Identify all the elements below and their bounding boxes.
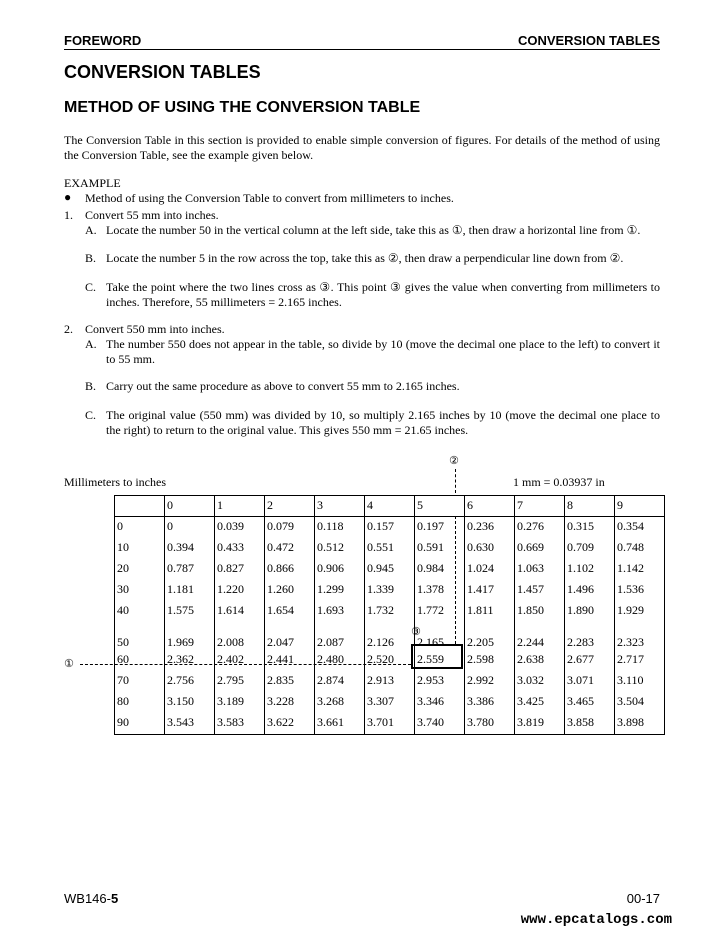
column-header: 8: [565, 496, 615, 517]
table-cell: 1.772: [415, 601, 465, 622]
table-cell: 1.063: [515, 559, 565, 580]
column-header: 6: [465, 496, 515, 517]
marker-1: ①: [64, 657, 74, 670]
table-cell: 0.984: [415, 559, 465, 580]
step-text: Convert 550 mm into inches.: [85, 322, 225, 336]
example-label: EXAMPLE: [64, 176, 121, 190]
table-cell: 3.425: [515, 692, 565, 713]
table-cell: 0.669: [515, 538, 565, 559]
row-header: 80: [115, 692, 165, 713]
step-item-text: Locate the number 5 in the row across the top, take this as ②, then draw a perpendicular line down from ②.: [106, 251, 624, 265]
table-cell: 0.197: [415, 517, 465, 539]
table-cell: 3.465: [565, 692, 615, 713]
table-header-row: [115, 496, 665, 517]
table-cell: 3.819: [515, 713, 565, 735]
step-item-letter: A.: [85, 223, 97, 237]
table-cell: 3.543: [165, 713, 215, 735]
step-text: Convert 55 mm into inches.: [85, 208, 219, 222]
row-header: 60: [115, 650, 165, 671]
table-cell: 2.717: [615, 650, 665, 671]
table-cell: 0.512: [315, 538, 365, 559]
column-header: 7: [515, 496, 565, 517]
intro-paragraph: The Conversion Table in this section is provided to enable simple conversion of figures. For details of the method of using the Conversion Table, see the example given below.: [64, 133, 660, 162]
table-cell: 1.811: [465, 601, 515, 622]
table-cell: 0.787: [165, 559, 215, 580]
table-cell: 0.394: [165, 538, 215, 559]
table-caption: Millimeters to inches: [64, 475, 166, 489]
row-header: 90: [115, 713, 165, 735]
table-cell: 2.835: [265, 671, 315, 692]
page-title: CONVERSION TABLES: [64, 62, 261, 82]
step-item-text: The original value (550 mm) was divided by 10, so multiply 2.165 inches by 10 (move the decimal one place to the right) to return to the original value. This gives 550 mm = 21.65 inches.: [106, 408, 660, 437]
table-cell: 2.283: [565, 622, 615, 650]
table-row: [115, 671, 665, 692]
table-cell: 3.858: [565, 713, 615, 735]
column-header: 9: [615, 496, 665, 517]
table-cell: 2.559: [415, 650, 465, 671]
table-cell: 1.417: [465, 580, 515, 601]
row-header: 70: [115, 671, 165, 692]
table-cell: 2.756: [165, 671, 215, 692]
step-number: 2.: [64, 322, 73, 336]
table-cell: 2.047: [265, 622, 315, 650]
step-item-text: Locate the number 50 in the vertical column at the left side, take this as ①, then draw a horizontal line from ①.: [106, 223, 641, 237]
table-cell: 0.472: [265, 538, 315, 559]
table-cell: 3.268: [315, 692, 365, 713]
table-cell: 1.654: [265, 601, 315, 622]
watermark-text: www.epcatalogs.com: [520, 912, 672, 928]
conversion-table: [114, 495, 665, 735]
table-row: [115, 622, 665, 650]
table-cell: 2.087: [315, 622, 365, 650]
column-header: 5: [415, 496, 465, 517]
vertical-guide-line: [455, 516, 456, 644]
table-cell: 1.536: [615, 580, 665, 601]
table-cell: 0.433: [215, 538, 265, 559]
table-cell: 1.102: [565, 559, 615, 580]
step-item-letter: A.: [85, 337, 97, 351]
table-cell: 2.323: [615, 622, 665, 650]
table-cell: 0.354: [615, 517, 665, 539]
table-cell: 2.953: [415, 671, 465, 692]
table-cell: 3.110: [615, 671, 665, 692]
table-cell: 1.890: [565, 601, 615, 622]
step-number: 1.: [64, 208, 73, 222]
table-cell: 1.732: [365, 601, 415, 622]
table-cell: 0.551: [365, 538, 415, 559]
table-cell: 2.008: [215, 622, 265, 650]
table-cell: 3.780: [465, 713, 515, 735]
table-cell: 2.126: [365, 622, 415, 650]
marker-3: ③: [411, 625, 421, 638]
table-cell: 3.307: [365, 692, 415, 713]
table-cell: 0.591: [415, 538, 465, 559]
table-row: [115, 650, 665, 671]
table-row: [115, 692, 665, 713]
table-cell: 2.244: [515, 622, 565, 650]
column-header: 0: [165, 496, 215, 517]
table-cell: 1.575: [165, 601, 215, 622]
table-cell: 3.071: [565, 671, 615, 692]
table-cell: 1.929: [615, 601, 665, 622]
table-cell: 3.504: [615, 692, 665, 713]
table-cell: 2.598: [465, 650, 515, 671]
table-cell: 0.236: [465, 517, 515, 539]
table-cell: 0.709: [565, 538, 615, 559]
table-cell: 1.457: [515, 580, 565, 601]
table-row: [115, 580, 665, 601]
table-cell: 3.661: [315, 713, 365, 735]
table-cell: 0.118: [315, 517, 365, 539]
step-item-letter: C.: [85, 280, 97, 294]
table-cell: 0.276: [515, 517, 565, 539]
table-cell: 2.992: [465, 671, 515, 692]
footer-model-name: WB146-: [64, 891, 111, 906]
step-item-letter: B.: [85, 379, 97, 393]
table-cell: 2.874: [315, 671, 365, 692]
table-cell: 1.181: [165, 580, 215, 601]
footer-page-number: 00-17: [626, 891, 660, 906]
row-header: 20: [115, 559, 165, 580]
bullet-text: Method of using the Conversion Table to convert from millimeters to inches.: [85, 191, 454, 205]
table-cell: 3.622: [265, 713, 315, 735]
table-cell: 3.189: [215, 692, 265, 713]
table-cell: 3.701: [365, 713, 415, 735]
table-row: [115, 713, 665, 735]
table-cell: 3.583: [215, 713, 265, 735]
corner-cell: [115, 496, 165, 517]
column-header: 1: [215, 496, 265, 517]
table-cell: 2.402: [215, 650, 265, 671]
table-cell: 0.079: [265, 517, 315, 539]
row-header: 0: [115, 517, 165, 539]
row-header: 50: [115, 622, 165, 650]
table-cell: 1.378: [415, 580, 465, 601]
table-cell: 3.386: [465, 692, 515, 713]
row-header: 10: [115, 538, 165, 559]
table-cell: 0.039: [215, 517, 265, 539]
table-cell: 1.220: [215, 580, 265, 601]
table-cell: 1.024: [465, 559, 515, 580]
column-header: 2: [265, 496, 315, 517]
table-cell: 1.693: [315, 601, 365, 622]
table-cell: 2.441: [265, 650, 315, 671]
table-cell: 1.142: [615, 559, 665, 580]
table-row: [115, 601, 665, 622]
table-row: [115, 538, 665, 559]
result-highlight: [411, 644, 463, 669]
header-section-label: FOREWORD: [64, 33, 142, 48]
table-cell: 2.362: [165, 650, 215, 671]
step-item-text: Take the point where the two lines cross as ③. This point ③ gives the value when converting from millimeters to inches. Therefore, 55 millimeters = 2.165 inches.: [106, 280, 660, 309]
table-cell: 1.496: [565, 580, 615, 601]
table-cell: 0.906: [315, 559, 365, 580]
marker-2: ②: [449, 454, 459, 467]
step-item-letter: C.: [85, 408, 97, 422]
table-cell: 1.260: [265, 580, 315, 601]
table-cell: 2.165: [415, 622, 465, 650]
table-cell: 3.150: [165, 692, 215, 713]
table-row: [115, 559, 665, 580]
table-cell: 0: [165, 517, 215, 539]
header-rule: [64, 49, 660, 50]
table-cell: 3.228: [265, 692, 315, 713]
horizontal-guide-line: [80, 664, 411, 665]
row-header: 40: [115, 601, 165, 622]
table-cell: 0.827: [215, 559, 265, 580]
table-cell: 0.315: [565, 517, 615, 539]
column-header: 3: [315, 496, 365, 517]
table-cell: 1.850: [515, 601, 565, 622]
row-header: 30: [115, 580, 165, 601]
step-item-letter: B.: [85, 251, 97, 265]
table-cell: 0.157: [365, 517, 415, 539]
conversion-ratio: 1 mm = 0.03937 in: [513, 475, 605, 489]
table-cell: 3.740: [415, 713, 465, 735]
table-cell: 1.969: [165, 622, 215, 650]
table-cell: 0.866: [265, 559, 315, 580]
table-cell: 1.299: [315, 580, 365, 601]
table-cell: 2.677: [565, 650, 615, 671]
step-item-text: Carry out the same procedure as above to convert 55 mm to 2.165 inches.: [106, 379, 460, 393]
table-cell: 3.346: [415, 692, 465, 713]
table-cell: 2.913: [365, 671, 415, 692]
table-cell: 0.630: [465, 538, 515, 559]
column-header: 4: [365, 496, 415, 517]
table-cell: 3.898: [615, 713, 665, 735]
vertical-guide-line: [455, 469, 456, 493]
footer-model: [64, 891, 118, 906]
table-cell: 2.520: [365, 650, 415, 671]
table-cell: 2.795: [215, 671, 265, 692]
table-cell: 3.032: [515, 671, 565, 692]
table-cell: 1.614: [215, 601, 265, 622]
table-cell: 2.205: [465, 622, 515, 650]
table-cell: 0.945: [365, 559, 415, 580]
table-row: [115, 517, 665, 539]
footer-model-suffix: 5: [110, 891, 119, 906]
table-cell: 0.748: [615, 538, 665, 559]
step-item-text: The number 550 does not appear in the table, so divide by 10 (move the decimal one place to the left) to convert it to 55 mm.: [106, 337, 660, 366]
header-chapter-label: CONVERSION TABLES: [517, 33, 660, 48]
table-cell: 2.638: [515, 650, 565, 671]
table-cell: 1.339: [365, 580, 415, 601]
section-title: METHOD OF USING THE CONVERSION TABLE: [64, 99, 421, 116]
table-cell: 2.480: [315, 650, 365, 671]
bullet-icon: ●: [64, 190, 72, 204]
